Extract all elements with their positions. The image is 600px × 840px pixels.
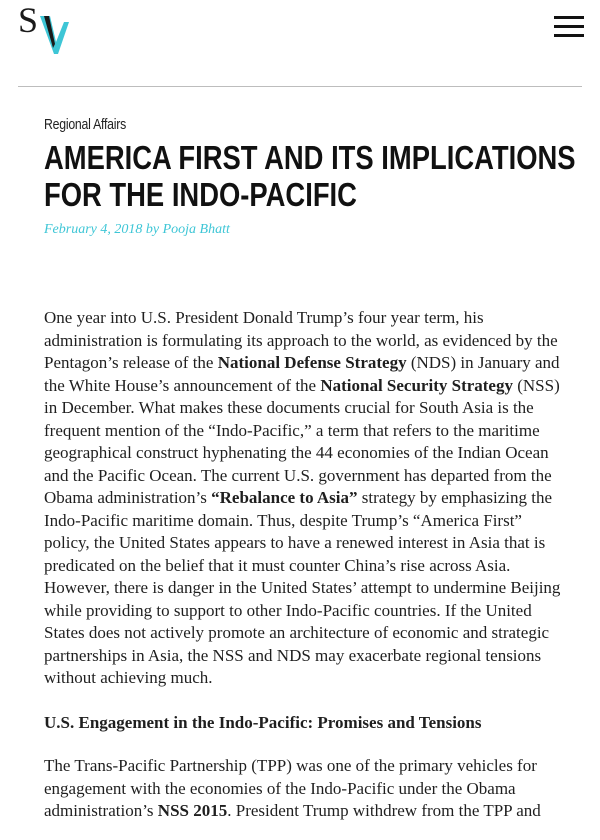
article-category[interactable]: Regional Affairs bbox=[44, 116, 126, 133]
paragraph-2 bbox=[44, 755, 564, 823]
site-logo[interactable] bbox=[18, 0, 74, 56]
nds-link[interactable]: National Defense Strategy bbox=[217, 353, 407, 372]
article-title bbox=[44, 139, 576, 213]
site-header bbox=[0, 0, 600, 87]
paragraph-1 bbox=[44, 307, 564, 690]
rebalance-link[interactable]: “Rebalance to Asia” bbox=[211, 488, 358, 507]
article-date-link[interactable]: February 4, 2018 bbox=[44, 222, 143, 237]
p1-text-1: One year into U.S. President Donald Trump’s four year term, his administration is formulating its approach to the world, as evidenced by the Pentagon’s release of the bbox=[44, 308, 558, 372]
nss-link[interactable]: National Security Strategy bbox=[320, 375, 513, 395]
header-divider bbox=[18, 86, 582, 87]
p1-text-4: strategy by emphasizing the Indo-Pacific maritime domain. Thus, despite Trump’s “America First” policy, the United States appears to have a renewed interest in Asia that is predicated on the belief that it must counter China’s rise across Asia. However, there is danger in the United States’ attempt to undermine Beijing while providing to support to other Indo-Pacific countries. If the United States does not actively promote an architecture of economic and strategic partnerships in Asia, the NSS and NDS may exacerbate regional tensions without achieving much. bbox=[44, 488, 561, 687]
article-author-link[interactable]: Pooja Bhatt bbox=[162, 222, 230, 237]
article-meta bbox=[44, 222, 230, 238]
logo-letter: S bbox=[18, 0, 39, 40]
byline-by: by bbox=[145, 222, 160, 237]
p2-text-2: . President Trump withdrew from the TPP and bbox=[227, 801, 541, 820]
hamburger-menu-icon[interactable] bbox=[554, 16, 584, 40]
p2-text-1: The Trans-Pacific Partnership (TPP) was one of the primary vehicles for engagement with the economies of the Indo-Pacific under the Obama administration’s bbox=[44, 756, 537, 820]
nss-2015-link[interactable]: NSS 2015 bbox=[157, 801, 228, 820]
p1-text-3: (NSS) in December. What makes these documents crucial for South Asia is the frequent mention of the “Indo-Pacific,” a term that refers to the maritime geographical construct hyphenating the 44 economies of the Indian Ocean and the Pacific Ocean. The current U.S. government has departed from the Obama administration’s bbox=[44, 375, 560, 507]
p1-text-2: (NDS) in January and the White House’s announcement of the bbox=[44, 353, 560, 395]
title-line-1: AMERICA FIRST AND ITS IMPLICATIONS bbox=[44, 139, 576, 176]
title-line-2: FOR THE INDO-PACIFIC bbox=[44, 176, 357, 213]
section-heading: U.S. Engagement in the Indo-Pacific: Promises and Tensions bbox=[44, 713, 482, 732]
logo-v-mark bbox=[40, 14, 70, 56]
